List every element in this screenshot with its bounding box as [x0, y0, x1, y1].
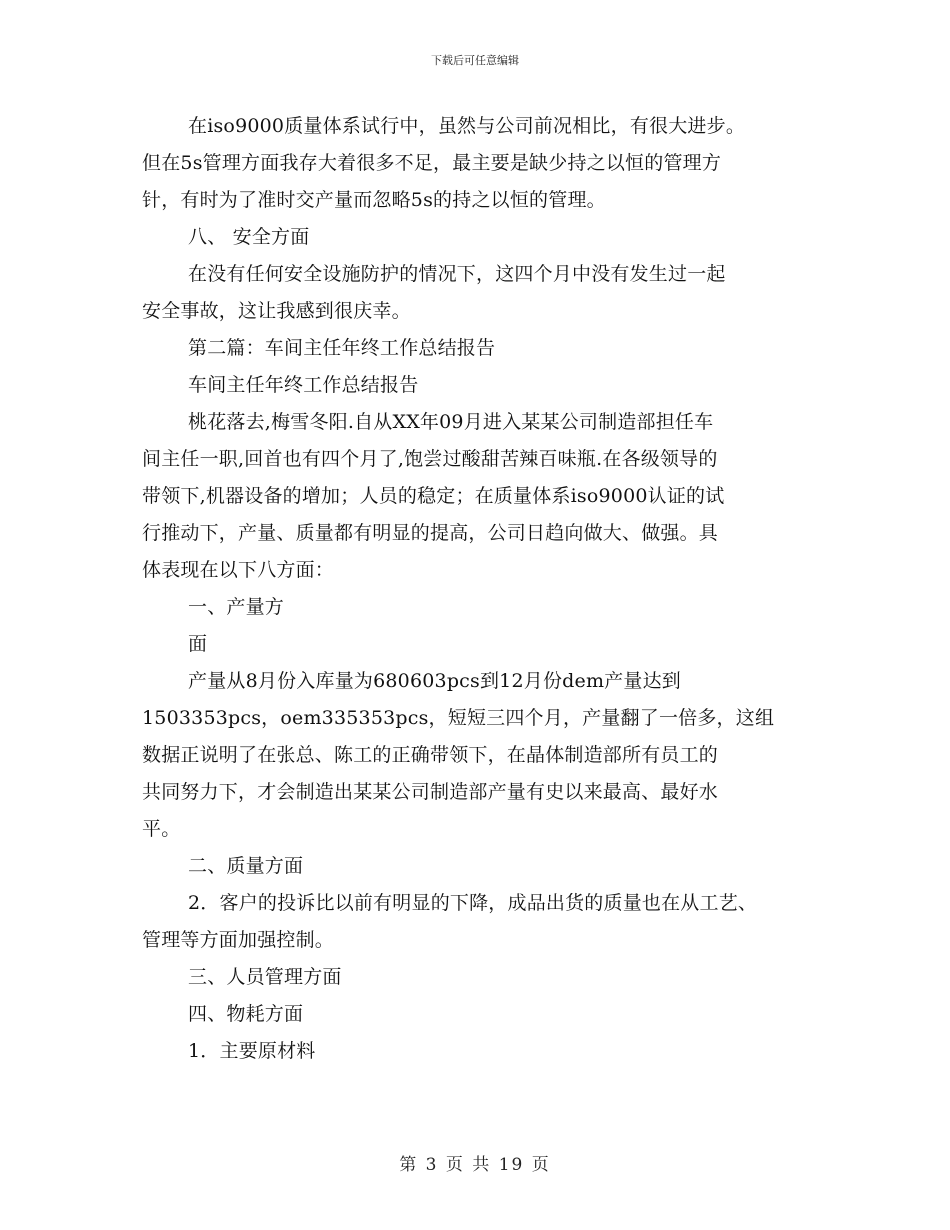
document-body	[142, 108, 822, 1070]
paragraph-line: 但在5s管理方面我存大着很多不足，最主要是缺少持之以恒的管理方	[142, 152, 722, 174]
page-footer: 第 3 页 共 19 页	[399, 1155, 551, 1175]
paragraph-line: 共同努力下，才会制造出某某公司制造部产量有史以来最高、最好水	[142, 781, 719, 803]
page-header: 下载后可任意编辑	[431, 54, 519, 67]
paragraph-line: 数据正说明了在张总、陈工的正确带领下，在晶体制造部所有员工的	[142, 744, 719, 766]
paragraph-line: 带领下,机器设备的增加；人员的稳定；在质量体系iso9000认证的试	[142, 485, 725, 507]
paragraph-line: 桃花落去,梅雪冬阳.自从XX年09月进入某某公司制造部担任车	[188, 411, 714, 433]
section-heading: 四、物耗方面	[188, 1003, 304, 1025]
paragraph-line: 产量从8月份入库量为680603pcs到12月份dem产量达到	[188, 670, 681, 692]
paragraph-line: 间主任一职,回首也有四个月了,饱尝过酸甜苦辣百味瓶.在各级领导的	[142, 448, 718, 470]
paragraph-line: 2．客户的投诉比以前有明显的下降，成品出货的质量也在从工艺、	[188, 892, 758, 914]
paragraph-line: 在没有任何安全设施防护的情况下，这四个月中没有发生过一起	[188, 263, 726, 285]
section-heading: 二、质量方面	[188, 855, 304, 877]
report-title: 车间主任年终工作总结报告	[188, 374, 419, 396]
paragraph-line: 在iso9000质量体系试行中，虽然与公司前况相比，有很大进步。	[188, 115, 746, 137]
paragraph-line: 体表现在以下八方面：	[142, 559, 335, 581]
section-heading-continued: 面	[188, 633, 208, 655]
paragraph-line: 针，有时为了准时交产量而忽略5s的持之以恒的管理。	[142, 189, 606, 211]
paragraph-line: 平。	[142, 818, 181, 840]
chapter-heading: 第二篇：车间主任年终工作总结报告	[188, 337, 496, 359]
section-heading: 三、人员管理方面	[188, 966, 342, 988]
paragraph-line: 管理等方面加强控制。	[142, 929, 335, 951]
paragraph-line: 安全事故，这让我感到很庆幸。	[142, 300, 411, 322]
section-heading: 八、 安全方面	[188, 226, 310, 248]
section-heading: 一、产量方	[188, 596, 285, 618]
subsection-heading: 1．主要原材料	[188, 1040, 316, 1062]
paragraph-line: 行推动下，产量、质量都有明显的提高，公司日趋向做大、做强。具	[142, 522, 719, 544]
paragraph-line: 1503353pcs，oem335353pcs，短短三四个月，产量翻了一倍多，这组	[142, 707, 775, 729]
